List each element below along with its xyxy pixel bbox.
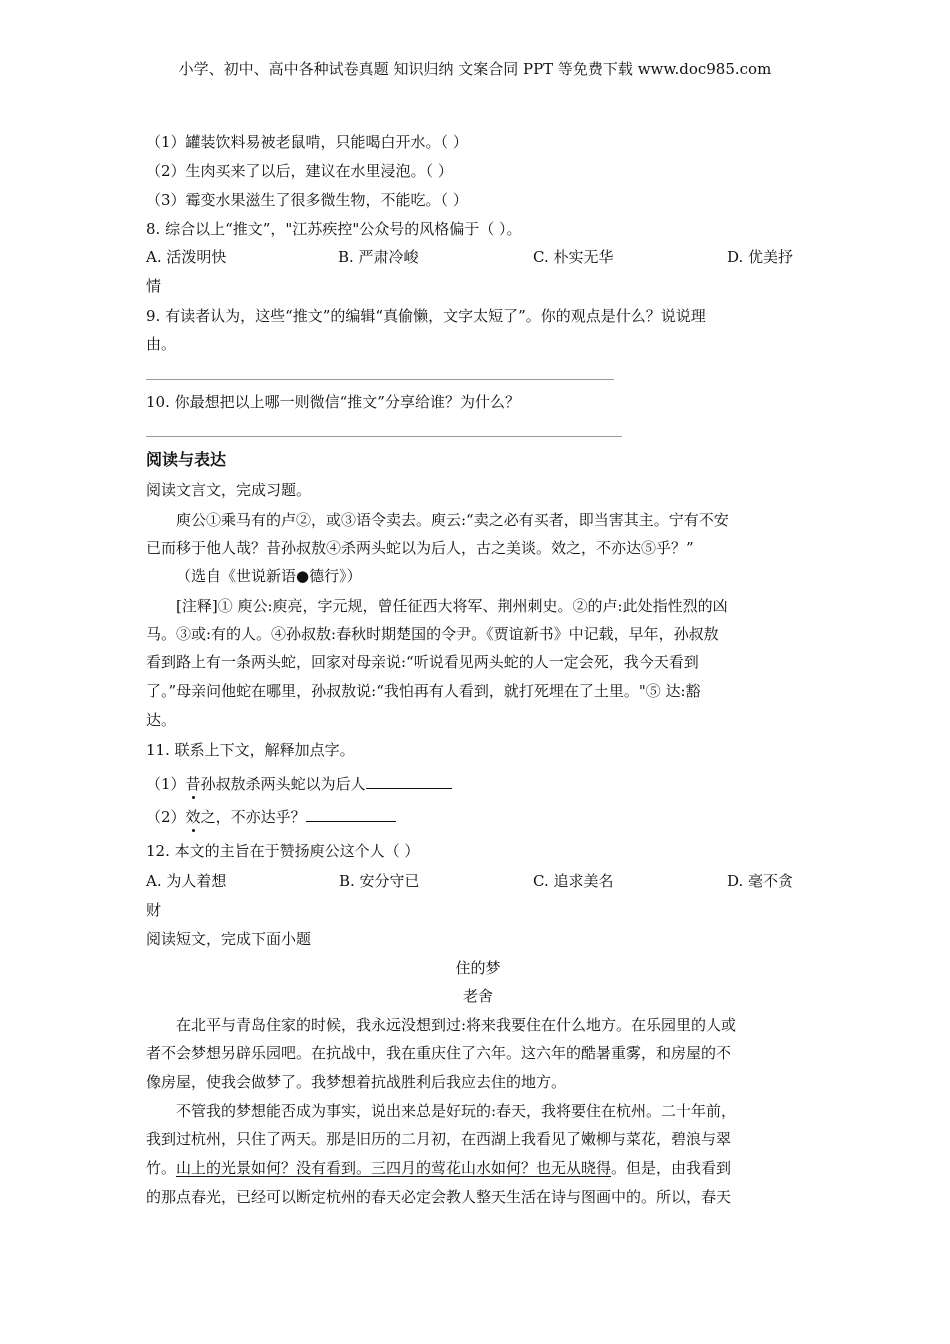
notes-line-2: 马。③或:有的人。④孙叔敖:春秋时期楚国的令尹。《贾谊新书》中记载，早年，孙叔敖: [146, 625, 719, 643]
q12-option-d: D. 毫不贪: [727, 872, 794, 890]
q12-option-a: A. 为人着想: [146, 872, 227, 890]
q11-item-1: [146, 774, 452, 794]
q11-item-1-prefix: （1）: [146, 775, 186, 793]
q8-option-a: A. 活泼明快: [146, 248, 227, 266]
q10-answer-line[interactable]: [146, 436, 622, 437]
p2-line-1: 不管我的梦想能否成为事实，说出来总是好玩的:春天，我将要住在杭州。二十年前，: [176, 1102, 737, 1120]
q8-option-d-wrap: 情: [146, 277, 162, 295]
article-author: 老舍: [462, 987, 493, 1005]
q9-answer-line[interactable]: [146, 379, 614, 380]
p2-line-4: 的那点春光，已经可以断定杭州的春天必定会教人整天生活在诗与图画中的。所以，春天: [146, 1188, 732, 1206]
p1-line-2: 者不会梦想另辟乐园吧。在抗战中，我在重庆住了六年。这六年的酷暑重雾，和房屋的不: [146, 1044, 732, 1062]
q7-item-1: （1）罐装饮料易被老鼠啃，只能喝白开水。（ ）: [146, 133, 468, 151]
classical-text-line-2: 已而移于他人哉？昔孙叔敖④杀两头蛇以为后人，古之美谈。效之，不亦达⑤乎？”: [146, 539, 694, 557]
section-intro: 阅读文言文，完成习题。: [146, 481, 312, 499]
q10-stem: 10. 你最想把以上哪一则微信“推文”分享给谁？为什么？: [146, 393, 520, 411]
classical-source: （选自《世说新语●德行》）: [176, 567, 362, 585]
reading2-intro: 阅读短文，完成下面小题: [146, 930, 312, 948]
classical-text-line-1: 庾公①乘马有的卢②，或③语令卖去。庾云:“卖之必有买者，即当害其主。宁有不安: [176, 511, 729, 529]
q12-stem: 12. 本文的主旨在于赞扬庾公这个人（ ）: [146, 842, 420, 860]
section-title: 阅读与表达: [146, 450, 227, 469]
p2-line-3-pre: 竹。: [146, 1159, 177, 1177]
q9-line-1: 9. 有读者认为，这些“推文”的编辑“真偷懒，文字太短了”。你的观点是什么？说说理: [146, 307, 706, 325]
q11-item-2: [146, 807, 396, 827]
notes-line-4: 了。”母亲问他蛇在哪里，孙叔敖说:“我怕再有人看到，就打死埋在了土里。"⑤ 达:豁: [146, 682, 701, 700]
q8-option-b: B. 严肃冷峻: [338, 248, 419, 266]
q11-item-2-prefix: （2）: [146, 808, 186, 826]
underlined-sentence: 山上的光景如何？没有看到。三四月的莺花山水如何？也无从晓得: [176, 1159, 612, 1177]
q12-option-c: C. 追求美名: [533, 872, 614, 890]
notes-line-3: 看到路上有一条两头蛇，回家对母亲说:“听说看见两头蛇的人一定会死，我今天看到: [146, 653, 699, 671]
q11-item-2-blank[interactable]: [306, 807, 396, 822]
q8-option-c: C. 朴实无华: [533, 248, 614, 266]
notes-line-1: [注释]① 庾公:庾亮，字元规，曾任征西大将军、荆州刺史。②的卢:此处指性烈的凶: [176, 597, 728, 615]
notes-line-5: 达。: [146, 711, 177, 729]
q7-item-3: （3）霉变水果滋生了很多微生物，不能吃。（ ）: [146, 191, 468, 209]
p2-line-3-post: 。但是，由我看到: [611, 1159, 732, 1177]
p2-line-3: [146, 1158, 731, 1178]
q11-item-1-rest: 孙叔敖杀两头蛇以为后人: [200, 775, 366, 793]
page-header: 小学、初中、高中各种试卷真题 知识归纳 文案合同 PPT 等免费下载 www.doc985.com: [178, 60, 772, 78]
q12-option-d-wrap: 财: [146, 901, 162, 919]
dotted-char: 昔: [185, 775, 201, 793]
q11-stem: 11. 联系上下文，解释加点字。: [146, 741, 355, 759]
p2-line-2: 我到过杭州，只住了两天。那是旧历的二月初，在西湖上我看见了嫩柳与菜花，碧浪与翠: [146, 1130, 732, 1148]
q11-item-1-blank[interactable]: [366, 774, 452, 789]
article-title: 住的梦: [455, 959, 501, 977]
q9-line-2: 由。: [146, 335, 177, 353]
q12-option-b: B. 安分守已: [339, 872, 420, 890]
dotted-char: 效: [185, 808, 201, 826]
p1-line-3: 像房屋，使我会做梦了。我梦想着抗战胜利后我应去住的地方。: [146, 1073, 567, 1091]
p1-line-1: 在北平与青岛住家的时候，我永远没想到过:将来我要住在什么地方。在乐园里的人或: [176, 1016, 737, 1034]
q7-item-2: （2）生肉买来了以后，建议在水里浸泡。（ ）: [146, 162, 453, 180]
q8-stem: 8. 综合以上“推文”，"江苏疾控"公众号的风格偏于（ ）。: [146, 220, 522, 238]
q11-item-2-rest: 之，不亦达乎？: [200, 808, 306, 826]
q8-option-d: D. 优美抒: [727, 248, 794, 266]
